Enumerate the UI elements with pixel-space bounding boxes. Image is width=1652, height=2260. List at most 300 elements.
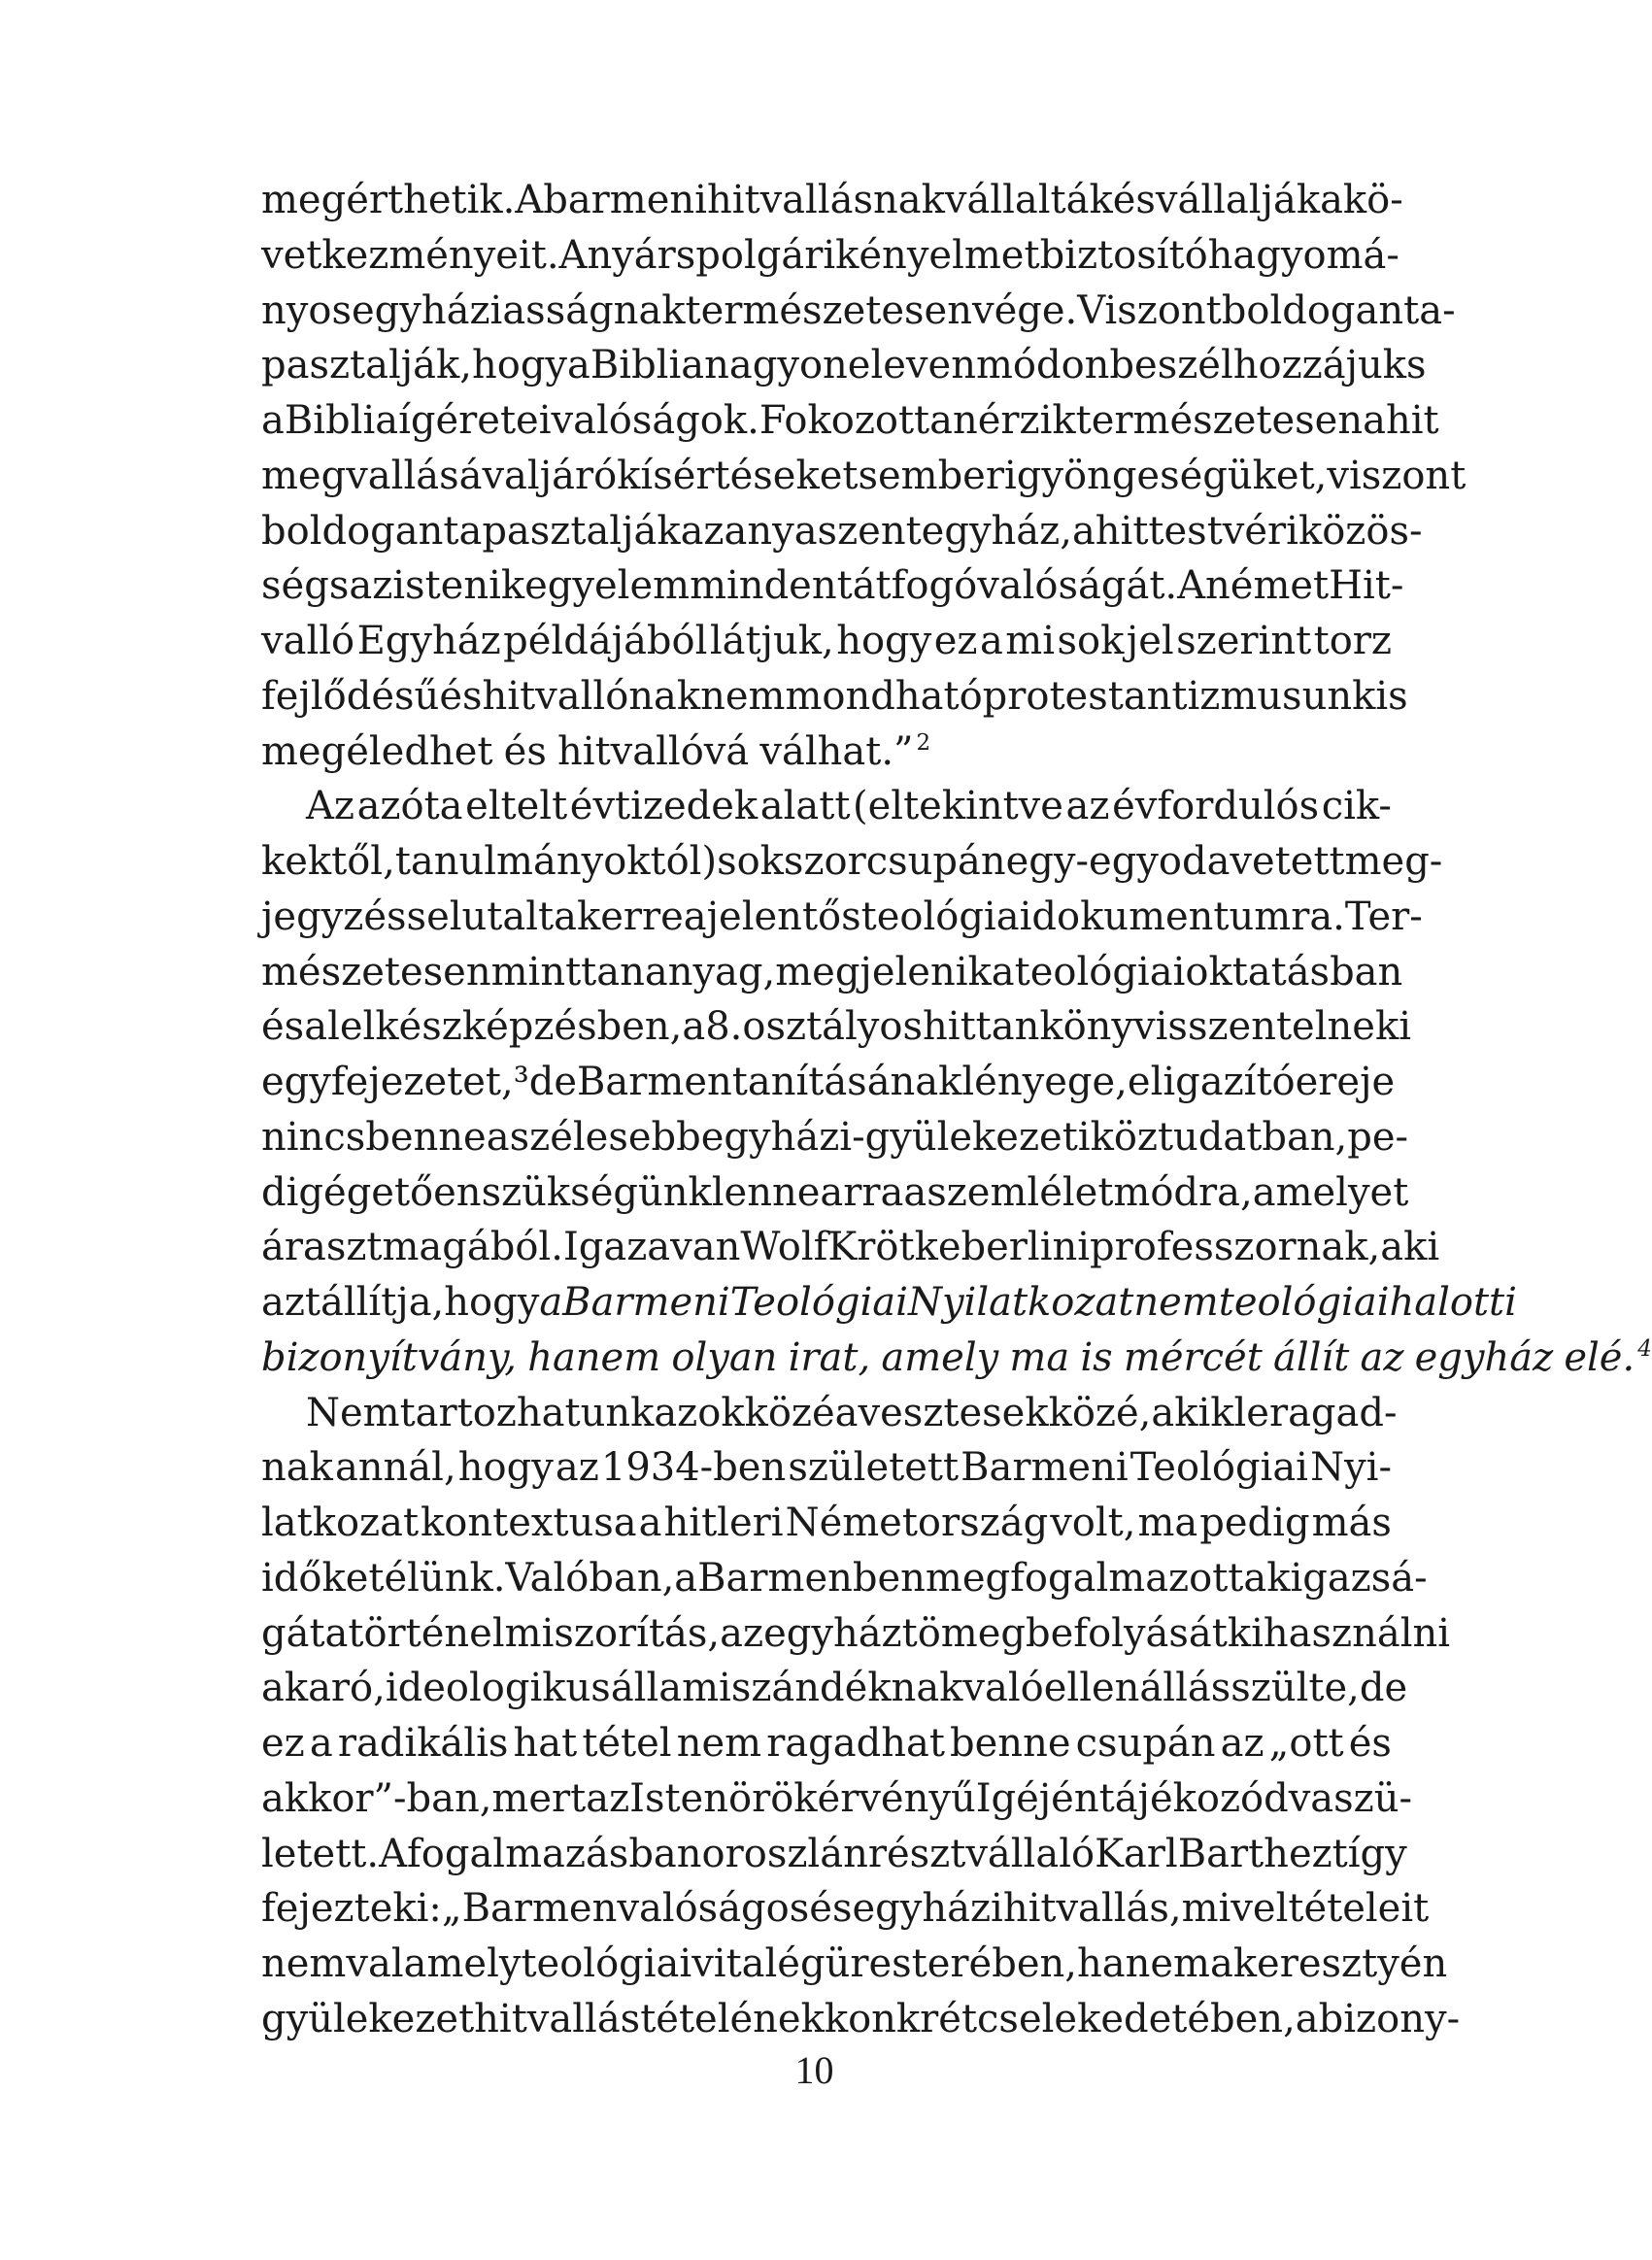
- word: is: [1080, 1334, 1113, 1380]
- word: odavetett: [1158, 839, 1345, 884]
- word: a: [261, 398, 285, 443]
- word: vállalják: [1155, 178, 1321, 222]
- text-line: [261, 1386, 1398, 1441]
- word: Barmenben: [697, 1555, 926, 1601]
- text-line: [261, 1551, 1428, 1606]
- text-line: [261, 890, 1423, 945]
- word: légüres: [764, 1941, 912, 1986]
- word: Viszont: [1077, 287, 1222, 333]
- text-line: [261, 449, 1467, 504]
- text-line: [261, 173, 1403, 228]
- word: az: [349, 563, 393, 609]
- word: a: [1363, 398, 1386, 443]
- word: nem: [676, 1721, 762, 1766]
- word: jelentős: [706, 894, 861, 939]
- word: a: [903, 1169, 927, 1215]
- word: erre: [600, 894, 684, 939]
- text-line: [261, 725, 1392, 780]
- word: a: [1320, 178, 1343, 222]
- word: szü-: [1333, 1775, 1413, 1821]
- word: való: [962, 1666, 1044, 1711]
- word: látjuk,: [709, 619, 834, 663]
- word: természetesen: [1075, 398, 1364, 443]
- word: Karl: [1095, 1831, 1178, 1876]
- word: és: [1112, 178, 1156, 222]
- word: Igéjén: [975, 1775, 1099, 1821]
- word: nyárspolgári: [587, 232, 836, 278]
- word: és: [1348, 1721, 1392, 1766]
- word: a: [309, 1721, 333, 1766]
- word: nagyon: [704, 343, 848, 388]
- word: Nyilatkozat: [907, 1280, 1134, 1325]
- word: akaró,: [261, 1666, 386, 1711]
- punctuation: .: [1622, 1334, 1635, 1380]
- word: neki: [1327, 1004, 1411, 1050]
- word: a: [539, 1280, 563, 1325]
- word: a: [834, 1390, 859, 1435]
- word: német: [1205, 563, 1330, 609]
- word: válhat.” $^2$: [759, 728, 931, 774]
- word: viszont: [1327, 453, 1467, 498]
- text-line: [261, 393, 1439, 449]
- word: tanulmányoktól): [394, 839, 718, 884]
- word: mondható: [785, 673, 983, 719]
- word: valló: [261, 619, 355, 663]
- word: közé,: [1048, 1390, 1152, 1435]
- word: Igaza: [562, 1225, 671, 1270]
- word: hittestvéri: [1095, 508, 1298, 554]
- word: egyházi: [852, 1886, 1003, 1932]
- word: latkozat: [261, 1501, 420, 1545]
- word: nak: [261, 1445, 333, 1491]
- word: egy: [261, 1060, 331, 1104]
- word: szülte,: [1231, 1666, 1360, 1711]
- word: ez: [933, 619, 978, 663]
- word: megérthetik.: [261, 178, 516, 222]
- word: osztályos: [742, 1004, 924, 1050]
- word: az: [1220, 1721, 1264, 1766]
- word: évfordulós: [1112, 784, 1320, 829]
- word: ezt: [1288, 1831, 1348, 1876]
- word: Nyi-: [1310, 1445, 1392, 1491]
- word: sok: [1057, 619, 1125, 663]
- word: valóságok.: [551, 398, 759, 443]
- word: bizony-: [1318, 1996, 1461, 2041]
- word: átfogó: [852, 563, 978, 609]
- word: irat,: [788, 1334, 871, 1380]
- word: megfogalmazottak: [925, 1555, 1291, 1601]
- word: élünk.: [384, 1555, 506, 1601]
- word: természetesen: [685, 287, 972, 333]
- word: örök: [727, 1775, 818, 1821]
- word: tétel: [582, 1721, 672, 1766]
- word: így: [1347, 1831, 1407, 1876]
- word: valóságos: [617, 1886, 810, 1932]
- word: járó: [539, 453, 618, 498]
- word: tananyag,: [581, 949, 776, 995]
- word: gát: [261, 1610, 325, 1656]
- text-line: [261, 1110, 1409, 1165]
- word: boldogan: [261, 508, 444, 554]
- word: de: [1359, 1666, 1408, 1711]
- word: hitvallónak: [482, 673, 701, 719]
- word: tájékozódva: [1098, 1775, 1334, 1821]
- word: hanem: [1076, 1941, 1210, 1986]
- word: s: [1406, 343, 1427, 388]
- word: a: [486, 1114, 510, 1160]
- word: Biblia: [284, 398, 399, 443]
- word: cik-: [1321, 784, 1392, 829]
- word: és: [503, 728, 547, 774]
- word: teológiai: [1218, 1280, 1390, 1325]
- text-line: [261, 228, 1399, 284]
- word: szerint: [1176, 619, 1312, 663]
- word: a: [682, 1004, 706, 1050]
- word: aki: [1380, 1225, 1440, 1270]
- word: gyöngeségüket,: [1016, 453, 1328, 498]
- word: kihasználni: [1227, 1610, 1451, 1656]
- word: bizonyítvány,: [261, 1334, 517, 1380]
- word: oroszlánrészt: [701, 1831, 966, 1876]
- word: ideologikus: [385, 1666, 611, 1711]
- text-line: [261, 1440, 1392, 1496]
- word: közé: [744, 1390, 835, 1435]
- word: egyház: [763, 1610, 902, 1656]
- word: mészetesen: [261, 949, 491, 995]
- text-line: [261, 1496, 1392, 1551]
- word: egyházi-gyülekezeti: [700, 1114, 1091, 1160]
- word: fejlődésű: [261, 673, 440, 719]
- word: vetkezményeit.: [261, 232, 559, 278]
- word: Németország: [785, 1501, 1049, 1545]
- word: boldogan: [1221, 287, 1404, 333]
- text-line: [261, 669, 1408, 725]
- word: érzik: [977, 398, 1076, 443]
- word: akkor”-ban,: [261, 1775, 492, 1821]
- word: tömegbefolyását: [901, 1610, 1228, 1656]
- word: lenne: [711, 1169, 821, 1215]
- word: 1934-ben: [600, 1445, 787, 1491]
- word: a: [991, 949, 1015, 995]
- word: egyháziasságnak: [351, 287, 686, 333]
- word: és: [261, 1004, 305, 1050]
- word: vállaló: [965, 1831, 1096, 1876]
- word: eligazító: [1127, 1060, 1296, 1104]
- word: amely: [881, 1334, 999, 1380]
- word: jel: [1126, 619, 1174, 663]
- word: hitvallástételének: [474, 1996, 825, 2041]
- text-line: [261, 1220, 1440, 1275]
- text-line: [261, 1937, 1448, 1992]
- word: az: [720, 1610, 764, 1656]
- word: mindent: [690, 563, 853, 609]
- page-body: [261, 173, 1652, 2047]
- word: radikális: [337, 1721, 509, 1766]
- footnote-marker: 2: [916, 730, 931, 757]
- word: az: [1360, 1334, 1404, 1380]
- word: mert: [491, 1775, 587, 1821]
- word: áraszt: [261, 1225, 383, 1270]
- word: köztudatban,: [1090, 1114, 1348, 1160]
- word: professzornak,: [1090, 1225, 1381, 1270]
- word: megvallásával: [261, 453, 540, 498]
- text-line: [261, 779, 1392, 834]
- word: akik: [1151, 1390, 1234, 1435]
- word: Valóban,: [505, 1555, 675, 1601]
- word: fogalmazásban: [406, 1831, 702, 1876]
- word: (eltekintve: [853, 784, 1063, 829]
- word: valamely: [346, 1941, 522, 1986]
- word: ígéretei: [398, 398, 552, 443]
- word: időket: [261, 1555, 385, 1601]
- word: ragadhat: [766, 1721, 945, 1766]
- word: egy-egy: [1005, 839, 1159, 884]
- text-line: [261, 834, 1443, 890]
- word: állami: [610, 1666, 731, 1711]
- word: A: [1177, 563, 1206, 609]
- word: Egyház: [356, 619, 501, 663]
- word: hat: [513, 1721, 578, 1766]
- word: vita: [691, 1941, 765, 1986]
- word: a: [683, 894, 707, 939]
- word: kö-: [1342, 178, 1403, 222]
- word: hanem: [527, 1334, 661, 1380]
- word: oktatásban: [1185, 949, 1403, 995]
- word: protestantizmusunk: [982, 673, 1376, 719]
- text-line: [261, 1827, 1407, 1882]
- word: a: [1071, 508, 1096, 554]
- word: csupán: [1075, 1721, 1216, 1766]
- word: pe-: [1347, 1114, 1409, 1160]
- word: isteni: [392, 563, 501, 609]
- word: ez: [261, 1721, 305, 1766]
- word: megéledhet: [261, 728, 493, 774]
- word: vállalták: [944, 178, 1113, 222]
- word: és: [809, 1886, 853, 1932]
- word: keresztyén: [1232, 1941, 1448, 1986]
- word: ség: [261, 563, 329, 609]
- word: alatt: [759, 784, 851, 829]
- word: más: [1311, 1501, 1392, 1545]
- word: példájából: [503, 619, 708, 663]
- word: van: [670, 1225, 741, 1270]
- word: módon: [975, 343, 1110, 388]
- word: annál,: [334, 1445, 456, 1491]
- word: érvényű: [817, 1775, 976, 1821]
- word: mércét: [1123, 1334, 1263, 1380]
- word: valóságát.: [977, 563, 1178, 609]
- text-line: [261, 1055, 1396, 1110]
- word: konkrét: [824, 1996, 978, 2041]
- word: Ter-: [1344, 894, 1423, 939]
- word: kényelmet: [835, 232, 1040, 278]
- word: hitleri: [663, 1501, 784, 1545]
- word: kektől,: [261, 839, 395, 884]
- word: égetően: [323, 1169, 482, 1215]
- word: Barmen: [577, 1060, 732, 1104]
- word: az: [586, 1775, 630, 1821]
- text-line: [261, 614, 1392, 669]
- word: torz: [1313, 619, 1392, 663]
- text-line: [261, 945, 1403, 1000]
- text-line: [261, 1771, 1413, 1827]
- word: magából.: [382, 1225, 563, 1270]
- word: lényege,: [961, 1060, 1128, 1104]
- word: hittankönyv: [923, 1004, 1156, 1050]
- word: berlini: [961, 1225, 1091, 1270]
- word: mi: [1005, 619, 1055, 663]
- word: gyülekezet: [261, 1996, 475, 2041]
- word: csupán: [865, 839, 1006, 884]
- word: kegyelem: [500, 563, 691, 609]
- word: anyaszentegyház,: [724, 508, 1072, 554]
- word: a: [1209, 1941, 1233, 1986]
- text-line: [261, 284, 1456, 339]
- word: terében,: [911, 1941, 1077, 1986]
- word: hitvallás,: [1002, 1886, 1182, 1932]
- word: 8.: [705, 1004, 743, 1050]
- word: Teológiai: [1129, 1445, 1308, 1491]
- word: ereje: [1295, 1060, 1396, 1104]
- word: eltelt: [465, 784, 568, 829]
- word: benne: [365, 1114, 487, 1160]
- footnote-marker: 4: [1637, 1336, 1652, 1363]
- word: lelkészképzésben,: [327, 1004, 683, 1050]
- page-number: 10: [794, 2048, 834, 2092]
- word: egyház: [1414, 1334, 1554, 1380]
- word: dokumentumra.: [1031, 894, 1345, 939]
- word: Isten: [629, 1775, 728, 1821]
- word: Hit-: [1329, 563, 1404, 609]
- word: hitvallásnak: [706, 178, 945, 222]
- word: cselekedetében,: [977, 1996, 1296, 2041]
- word: volt,: [1050, 1501, 1136, 1545]
- word: teológiai: [1014, 949, 1186, 995]
- word: hitvallóvá: [557, 728, 750, 774]
- word: Krötke: [827, 1225, 961, 1270]
- word: halotti: [1389, 1280, 1517, 1325]
- word: utaltak: [461, 894, 601, 939]
- word: állítja,: [320, 1280, 445, 1325]
- word: évtizedek: [569, 784, 759, 829]
- word: közös-: [1298, 508, 1423, 554]
- text-line: [261, 1992, 1461, 2047]
- word: teológiai: [860, 894, 1032, 939]
- word: azt: [261, 1280, 320, 1325]
- text-line: [261, 1331, 1652, 1386]
- text-line: [261, 999, 1411, 1055]
- text-line: [261, 1606, 1451, 1662]
- word: a: [324, 1610, 349, 1656]
- word: az: [555, 1445, 599, 1491]
- word: ma: [1009, 1334, 1070, 1380]
- word: Fokozottan: [759, 398, 978, 443]
- word: fejezte: [261, 1886, 393, 1932]
- word: hogy: [444, 1280, 540, 1325]
- word: nem: [1133, 1280, 1219, 1325]
- word: a: [674, 1555, 698, 1601]
- word: sokszor: [717, 839, 866, 884]
- word: olyan: [671, 1334, 778, 1380]
- word: a: [1295, 1996, 1319, 2041]
- word: szükségünk: [481, 1169, 712, 1215]
- word: a: [567, 343, 590, 388]
- word: meg-: [1344, 839, 1443, 884]
- word: ta-: [1403, 287, 1456, 333]
- word: szemléletmódra,: [927, 1169, 1253, 1215]
- word: és: [439, 673, 483, 719]
- word: nem: [261, 1941, 347, 1986]
- word: beszél: [1109, 343, 1233, 388]
- word: Nem: [306, 1390, 400, 1435]
- word: szélesebb: [509, 1114, 701, 1160]
- text-line: [261, 1881, 1430, 1937]
- word: az: [680, 508, 725, 554]
- word: az: [1065, 784, 1110, 829]
- text-line: [261, 1661, 1408, 1716]
- word: letett.: [261, 1831, 380, 1876]
- text-line: [261, 1275, 1517, 1331]
- word: A: [379, 1831, 407, 1876]
- text-line: [261, 338, 1427, 393]
- word: Barmeni: [961, 1445, 1129, 1491]
- word: „ott: [1268, 1721, 1344, 1766]
- word: tételeit: [1288, 1886, 1430, 1932]
- word: a: [304, 1004, 328, 1050]
- word: vége.: [971, 287, 1078, 333]
- word: emberi: [877, 453, 1017, 498]
- word: s: [858, 453, 878, 498]
- word: történelmi: [348, 1610, 555, 1656]
- word: Az: [306, 784, 354, 829]
- word: kísértéseket: [617, 453, 859, 498]
- word: vesztesek: [858, 1390, 1049, 1435]
- word: is: [1155, 1004, 1188, 1050]
- word: tanításának: [731, 1060, 962, 1104]
- word: mint: [490, 949, 582, 995]
- word: született: [788, 1445, 960, 1491]
- word: hogy: [471, 343, 568, 388]
- word: azok: [654, 1390, 745, 1435]
- word: amelyet: [1252, 1169, 1409, 1215]
- word: teológiai: [521, 1941, 692, 1986]
- word: Wolf: [740, 1225, 828, 1270]
- word: barmeni: [543, 178, 707, 222]
- word: hagyomá-: [1207, 232, 1399, 278]
- word: pasztalják,: [261, 343, 472, 388]
- word: „Barmen: [441, 1886, 618, 1932]
- word: ellenállás: [1043, 1666, 1231, 1711]
- word: nem: [700, 673, 786, 719]
- word: a: [979, 619, 1003, 663]
- word: arra: [820, 1169, 904, 1215]
- word: hogy: [836, 619, 932, 663]
- word: s: [328, 563, 350, 609]
- word: leragad-: [1233, 1390, 1398, 1435]
- word: tapasztalják: [443, 508, 681, 554]
- word: ma: [1137, 1501, 1198, 1545]
- word: biztosító: [1039, 232, 1208, 278]
- word: állít: [1272, 1334, 1350, 1380]
- word: megjelenik: [775, 949, 992, 995]
- word: A: [515, 178, 544, 222]
- word: eleven: [847, 343, 976, 388]
- word: szorítás,: [554, 1610, 721, 1656]
- word: benne: [950, 1721, 1071, 1766]
- text-line: [261, 1165, 1409, 1221]
- word: mivel: [1181, 1886, 1289, 1932]
- word: is: [1375, 673, 1408, 719]
